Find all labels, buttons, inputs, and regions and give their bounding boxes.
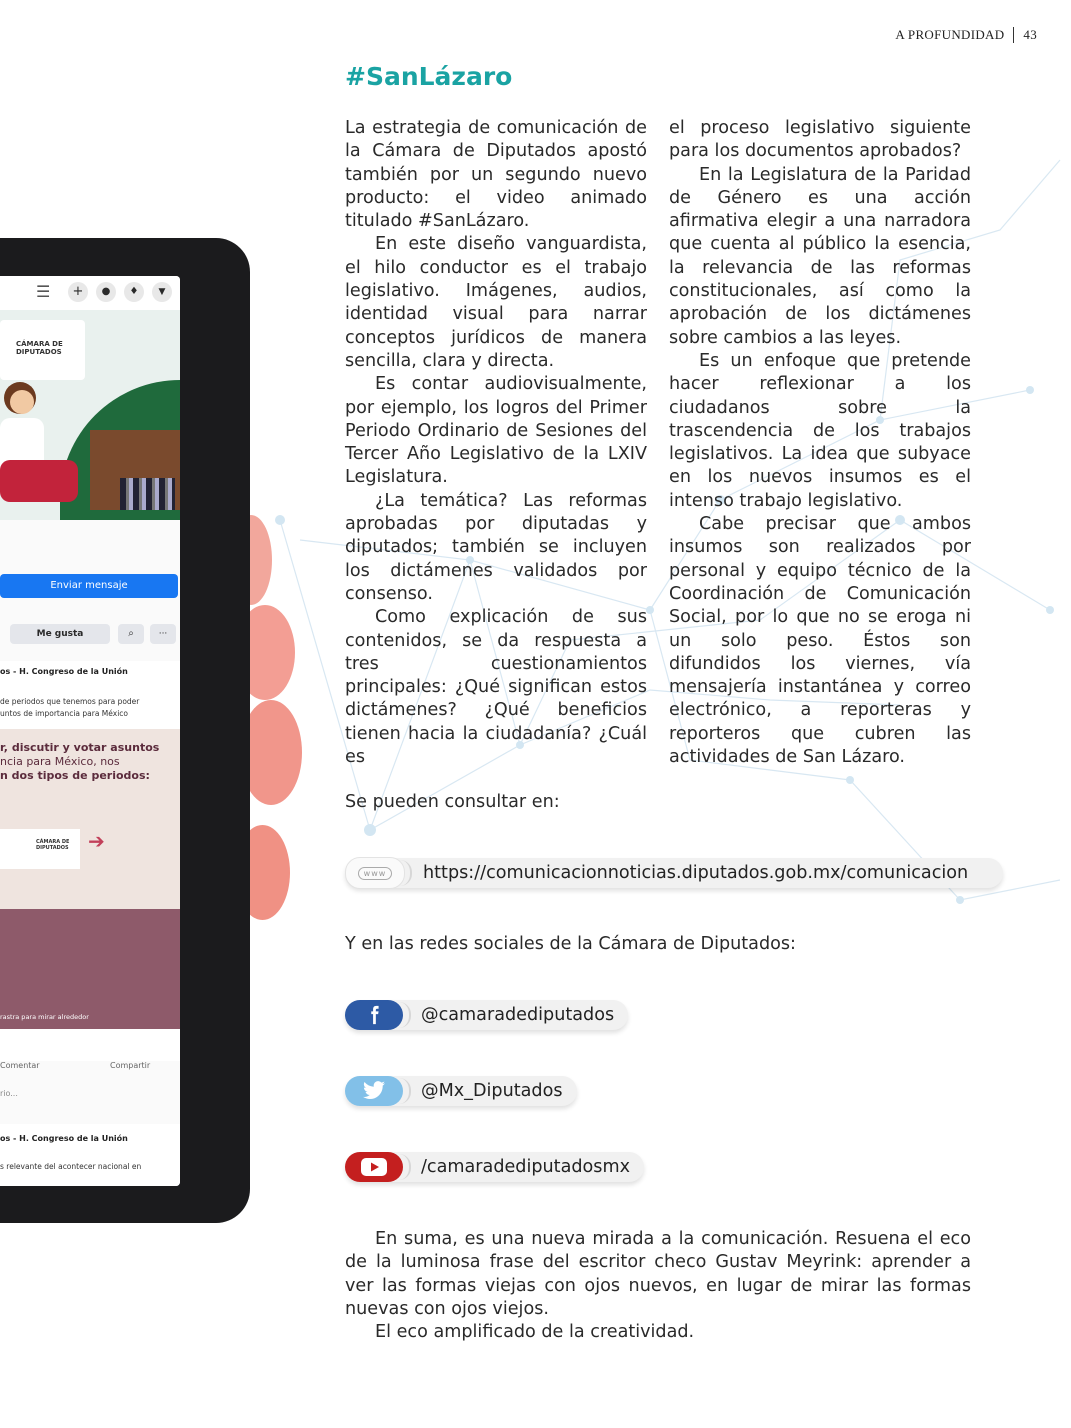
post-card	[0, 1124, 180, 1186]
paragraph: La estrategia de comunicación de la Cámara de Diputados apostó también por un segundo nuevo producto: el video animado titulado #SanLázaro.	[345, 118, 647, 232]
post-author[interactable]: os - H. Congreso de la Unión	[0, 667, 128, 676]
fb-topbar	[0, 276, 180, 311]
twitter-handle[interactable]: @Mx_Diputados	[421, 1081, 563, 1101]
post-image	[0, 729, 180, 1029]
character-head	[10, 390, 34, 414]
post-text: untos de importancia para México	[0, 709, 128, 718]
arrow-icon: ➔	[88, 829, 105, 853]
books	[120, 478, 175, 510]
post-text: s relevante del acontecer nacional en	[0, 1162, 142, 1171]
dropdown-icon[interactable]: ▼	[152, 282, 172, 302]
social-label: Y en las redes sociales de la Cámara de Diputados:	[345, 934, 796, 954]
twitter-link[interactable]	[345, 1076, 577, 1106]
tablet-screen	[0, 276, 180, 1186]
paragraph: Como explicación de sus contenidos, se da respuesta a tres cuestionamientos principales: ¿Qué significan estos dictámenes? ¿Qué beneficios tienen hacia la ciudadanía? ¿Cuál es	[345, 607, 647, 768]
more-icon[interactable]: ···	[150, 624, 176, 644]
facebook-handle[interactable]: @camaradediputados	[421, 1005, 615, 1025]
menu-icon[interactable]: ☰	[36, 282, 51, 301]
website-link[interactable]	[345, 858, 1003, 888]
closing-text	[345, 1228, 971, 1344]
small-logo-text: CÁMARA DE DIPUTADOS	[36, 839, 70, 851]
character-skirt	[0, 460, 78, 502]
facebook-icon	[345, 1000, 403, 1030]
logo-text: CÁMARA DE DIPUTADOS	[16, 340, 63, 356]
send-message-button[interactable]	[0, 574, 178, 598]
paragraph: ¿La temática? Las reformas aprobadas por diputadas y diputados; también se incluyen los dictámenes validados por consenso.	[345, 490, 647, 604]
paragraph: Cabe precisar que ambos insumos son realizados por personal y equipo técnico de la Coordinación de Comunicación Social, por lo que no se eroga ni un solo peso. Éstos son difundidos los viernes, vía mensajería instantánea y correo electrónico, a reporteras y reporteros que cubren las actividades de San Lázaro.	[669, 514, 971, 768]
post-card	[0, 661, 180, 1098]
paragraph: el proceso legislativo siguiente para los documentos aprobados?	[669, 118, 971, 162]
post-text: de periodos que tenemos para poder	[0, 697, 140, 706]
consult-label: Se pueden consultar en:	[345, 792, 560, 812]
share-label: Compartir	[110, 1061, 151, 1070]
search-icon[interactable]: ⌕	[118, 624, 144, 644]
header-divider	[1013, 27, 1014, 43]
article-body	[345, 117, 971, 769]
facebook-link[interactable]	[345, 1000, 628, 1030]
paragraph: En la Legislatura de la Paridad de Género es una acción afirmativa elegir a una narradora que cuenta al público la esencia, la relevancia de las reformas constitucionales, así como la aprobación de los dictámenes sobre cambios a las leyes.	[669, 164, 971, 348]
paragraph: Es contar audiovisualmente, por ejemplo, los logros del Primer Periodo Ordinario de Sesiones del Tercer Año Legislativo de la LXIV Legislatura.	[345, 374, 647, 488]
section-name: A PROFUNDIDAD	[895, 27, 1005, 42]
tablet-device	[0, 238, 250, 1223]
plus-icon[interactable]: +	[68, 282, 88, 302]
comment-button[interactable]	[0, 1061, 40, 1070]
like-button[interactable]	[10, 624, 110, 644]
paragraph: El eco amplificado de la creatividad.	[375, 1322, 695, 1343]
comment-input[interactable]: rio...	[0, 1089, 18, 1098]
drag-hint: rastra para mirar alrededor	[0, 1013, 89, 1021]
logo-card	[0, 320, 85, 380]
small-logo-card	[0, 829, 80, 869]
paragraph: En suma, es una nueva mirada a la comunicación. Resuena el eco de la luminosa frase del escritor checo Gustav Meyrink: aprender a ver las formas viejas con ojos nuevos, en lugar de mirar las formas nuevas con ojos viejos.	[345, 1229, 971, 1319]
comment-label: Comentar	[0, 1061, 40, 1070]
www-icon: www	[345, 857, 405, 889]
post-author[interactable]: os - H. Congreso de la Unión	[0, 1134, 128, 1143]
youtube-link[interactable]	[345, 1152, 644, 1182]
twitter-icon	[345, 1076, 403, 1106]
page-header	[895, 27, 1037, 43]
paragraph: Es un enfoque que pretende hacer reflexionar a los ciudadanos sobre la trascendencia de los trabajos legislativos. La idea que subyace en los nuevos insumos es el intenso trabajo legislativo.	[669, 350, 971, 511]
youtube-handle[interactable]: /camaradediputadosmx	[421, 1157, 631, 1177]
bell-icon[interactable]: ♦	[124, 282, 144, 302]
like-label: Me gusta	[36, 629, 84, 639]
send-message-label: Enviar mensaje	[50, 580, 128, 591]
cover-image	[0, 310, 180, 520]
website-url[interactable]: https://comunicacionnoticias.diputados.gob.mx/comunicacion	[423, 863, 969, 883]
messenger-icon[interactable]: ●	[96, 282, 116, 302]
column-left	[345, 117, 647, 769]
column-right	[669, 117, 971, 769]
paragraph: En este diseño vanguardista, el hilo conductor es el trabajo legislativo. Imágenes, audios, identidad visual para narrar conceptos jurídicos de manera sencilla, clara y directa.	[345, 234, 647, 371]
youtube-icon	[345, 1152, 403, 1182]
share-button[interactable]	[110, 1061, 150, 1070]
chamber-image	[0, 909, 180, 1029]
banner-text: ncia para México, nos	[0, 755, 120, 768]
banner-text: r, discutir y votar asuntos	[0, 741, 160, 754]
page-number: 43	[1023, 27, 1037, 42]
article-title: #SanLázaro	[345, 62, 513, 91]
banner-text: n dos tipos de periodos:	[0, 769, 150, 782]
